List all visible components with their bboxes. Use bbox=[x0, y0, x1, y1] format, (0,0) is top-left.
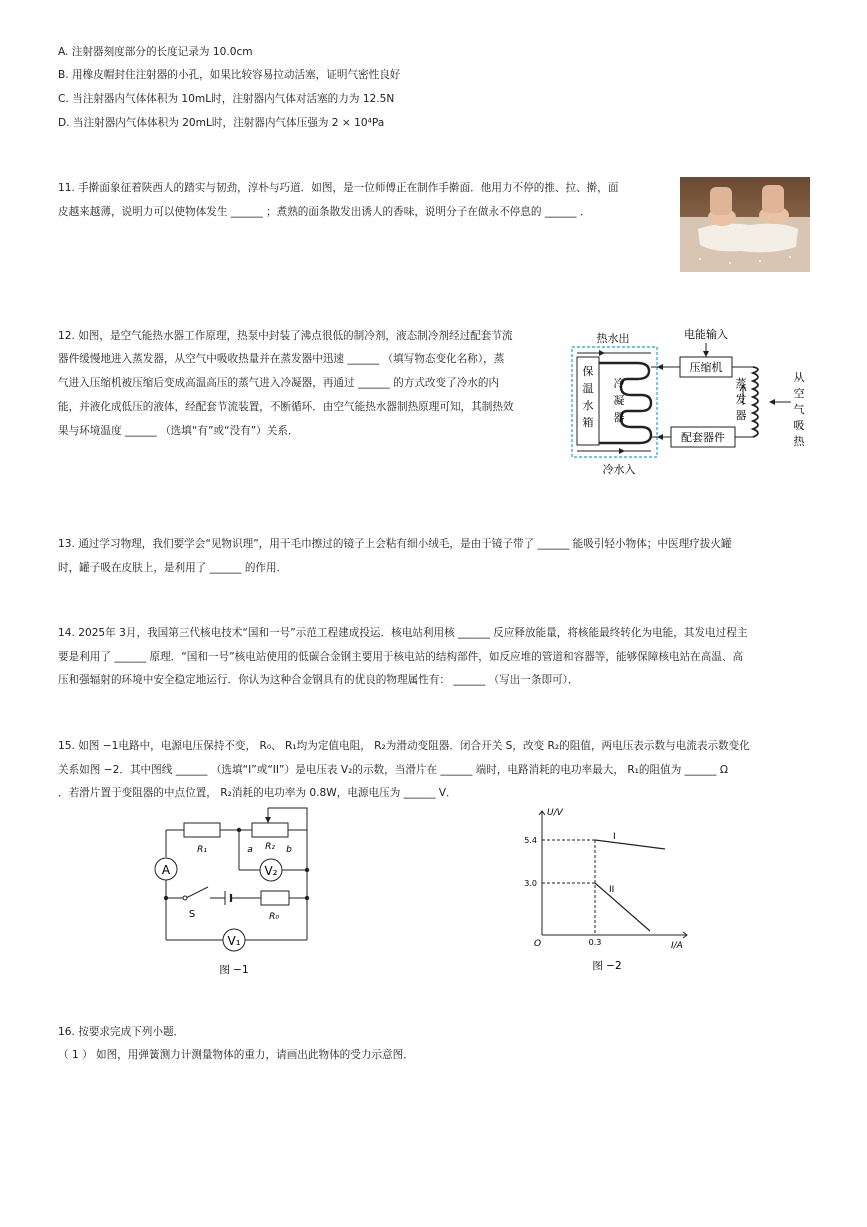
q14-text-line1: 14. 2025年 3月，我国第三代核电技术“国和一号”示范工程建成投运．核电站利用核 ______ 反应释放能量，将核能最终转化为电能，其发电过程主 bbox=[58, 627, 748, 639]
x-axis-label: I/A bbox=[671, 941, 683, 951]
ammeter-label: A bbox=[161, 863, 171, 877]
switch-label: S bbox=[188, 909, 196, 920]
x-tick-0.3: 0.3 bbox=[588, 938, 602, 947]
svg-text:温: 温 bbox=[582, 382, 594, 395]
air-heat-label: 从 bbox=[793, 371, 805, 384]
q12-text-line3: 气进入压缩机被压缩后变成高温高压的蒸气进入冷凝器，再通过 ______ 的方式改变了冷水的内 bbox=[58, 377, 500, 389]
noodle-photo bbox=[680, 177, 810, 272]
figure-2-caption: 图 −2 bbox=[592, 960, 622, 972]
q15-text-line2: 关系如图 −2．其中图线 ______ （选填“I”或“II”）是电压表 V₂的示数，当滑片在 ______ 端时，电路消耗的电功率最大， R₁的阻值为 ______ Ω bbox=[58, 764, 728, 776]
svg-text:器: 器 bbox=[613, 411, 625, 424]
q16-text-line1: 16. 按要求完成下列小题． bbox=[58, 1026, 185, 1038]
q16-text-line2: （ 1 ） 如图，用弹簧测力计测量物体的重力，请画出此物体的受力示意图． bbox=[58, 1049, 414, 1061]
r1-label: R₁ bbox=[197, 845, 207, 855]
heat-pump-diagram bbox=[565, 325, 815, 480]
q12-text-line5: 果与环境温度 ______ （选填“有”或“没有”）关系． bbox=[58, 425, 299, 437]
circuit-diagram bbox=[150, 805, 325, 980]
r0-label: R₀ bbox=[269, 912, 279, 922]
y-tick-5.4: 5.4 bbox=[524, 836, 537, 845]
line-ii-label: II bbox=[609, 885, 615, 895]
power-input-label: 电能输入 bbox=[684, 328, 728, 341]
compressor-label: 压缩机 bbox=[689, 361, 723, 374]
origin-label: O bbox=[534, 939, 542, 949]
v1-label: V₁ bbox=[227, 934, 241, 948]
q12-text-line4: 能，并液化成低压的液体，经配套节流装置，不断循环．由空气能热水器制热原理可知，其制热效 bbox=[58, 401, 514, 413]
q14-text-line3: 压和强辐射的环境中安全稳定地运行．你认为这种合金钢具有的优良的物理属性有： ______ （写出一条即可）． bbox=[58, 674, 579, 686]
svg-text:蒸: 蒸 bbox=[735, 377, 747, 390]
q10-option-a: A. 注射器刻度部分的长度记录为 10.0cm bbox=[58, 46, 253, 58]
q13-text-line2: 时，罐子吸在皮肤上，是利用了 ______ 的作用． bbox=[58, 562, 288, 574]
v2-label: V₂ bbox=[264, 864, 278, 878]
svg-text:吸: 吸 bbox=[793, 419, 805, 432]
svg-text:凝: 凝 bbox=[613, 394, 625, 407]
svg-text:空: 空 bbox=[793, 387, 805, 400]
tank-label: 保 bbox=[582, 365, 594, 378]
q10-option-d: D. 当注射器内气体体积为 20mL时，注射器内气体压强为 2 × 10⁴Pa bbox=[58, 117, 385, 129]
svg-text:热: 热 bbox=[793, 435, 805, 448]
q11-text-line1: 11. 手擀面象征着陕西人的踏实与韧劲，淳朴与巧道．如图，是一位师傅正在制作手擀面．他用力不停的推、拉、擀，面 bbox=[58, 182, 619, 194]
figure-1-caption: 图 −1 bbox=[219, 964, 249, 976]
q15-text-line3: ．若滑片置于变阻器的中点位置， R₂消耗的电功率为 0.8W，电源电压为 ______ V． bbox=[58, 787, 457, 799]
q10-option-c: C. 当注射器内气体体积为 10mL时，注射器内气体对活塞的力为 12.5N bbox=[58, 93, 395, 105]
line-i-label: I bbox=[613, 832, 616, 842]
svg-text:发: 发 bbox=[735, 393, 747, 406]
q11-text-line2: 皮越来越薄，说明力可以使物体发生 ______ ；煮熟的面条散发出诱人的香味，说明分子在做永不停息的 ______ ． bbox=[58, 206, 591, 218]
svg-text:气: 气 bbox=[793, 403, 805, 416]
q15-text-line1: 15. 如图 −1电路中，电源电压保持不变， R₀、 R₁均为定值电阻， R₂为滑动变阻器．闭合开关 S，改变 R₂的阻值，两电压表示数与电流表示数变化 bbox=[58, 740, 750, 752]
voltage-current-graph bbox=[515, 803, 695, 978]
q14-text-line2: 要是利用了 ______ 原理．“国和一号”核电站使用的低碳合金钢主要用于核电站的结构部件，如反应堆的管道和容器等，能够保障核电站在高温、高 bbox=[58, 651, 744, 663]
q12-text-line1: 12. 如图，是空气能热水器工作原理，热泵中封装了沸点很低的制冷剂，液态制冷剂经过配套节流 bbox=[58, 330, 513, 342]
svg-text:器: 器 bbox=[735, 409, 747, 422]
y-tick-3.0: 3.0 bbox=[524, 879, 537, 888]
r2-label: R₂ bbox=[265, 842, 275, 852]
hot-water-out-label: 热水出 bbox=[596, 332, 630, 345]
q13-text-line1: 13. 通过学习物理，我们要学会“见物识理”，用干毛巾擦过的镜子上会粘有细小绒毛，是由于镜子带了 ______ 能吸引轻小物体；中医理疗拔火罐 bbox=[58, 538, 732, 550]
svg-text:水: 水 bbox=[582, 399, 594, 412]
b-terminal-label: b bbox=[286, 845, 292, 855]
svg-text:冷: 冷 bbox=[613, 377, 625, 390]
q10-option-b: B. 用橡皮帽封住注射器的小孔，如果比较容易拉动活塞，证明气密性良好 bbox=[58, 69, 401, 81]
q12-text-line2: 器件缓慢地进入蒸发器，从空气中吸收热量并在蒸发器中迅速 ______ （填写物态变化名称），蒸 bbox=[58, 353, 505, 365]
y-axis-label: U/V bbox=[547, 808, 563, 818]
svg-text:箱: 箱 bbox=[582, 416, 594, 429]
cold-water-in-label: 冷水入 bbox=[602, 463, 636, 476]
throttle-label: 配套器件 bbox=[681, 431, 725, 444]
a-terminal-label: a bbox=[247, 845, 253, 855]
